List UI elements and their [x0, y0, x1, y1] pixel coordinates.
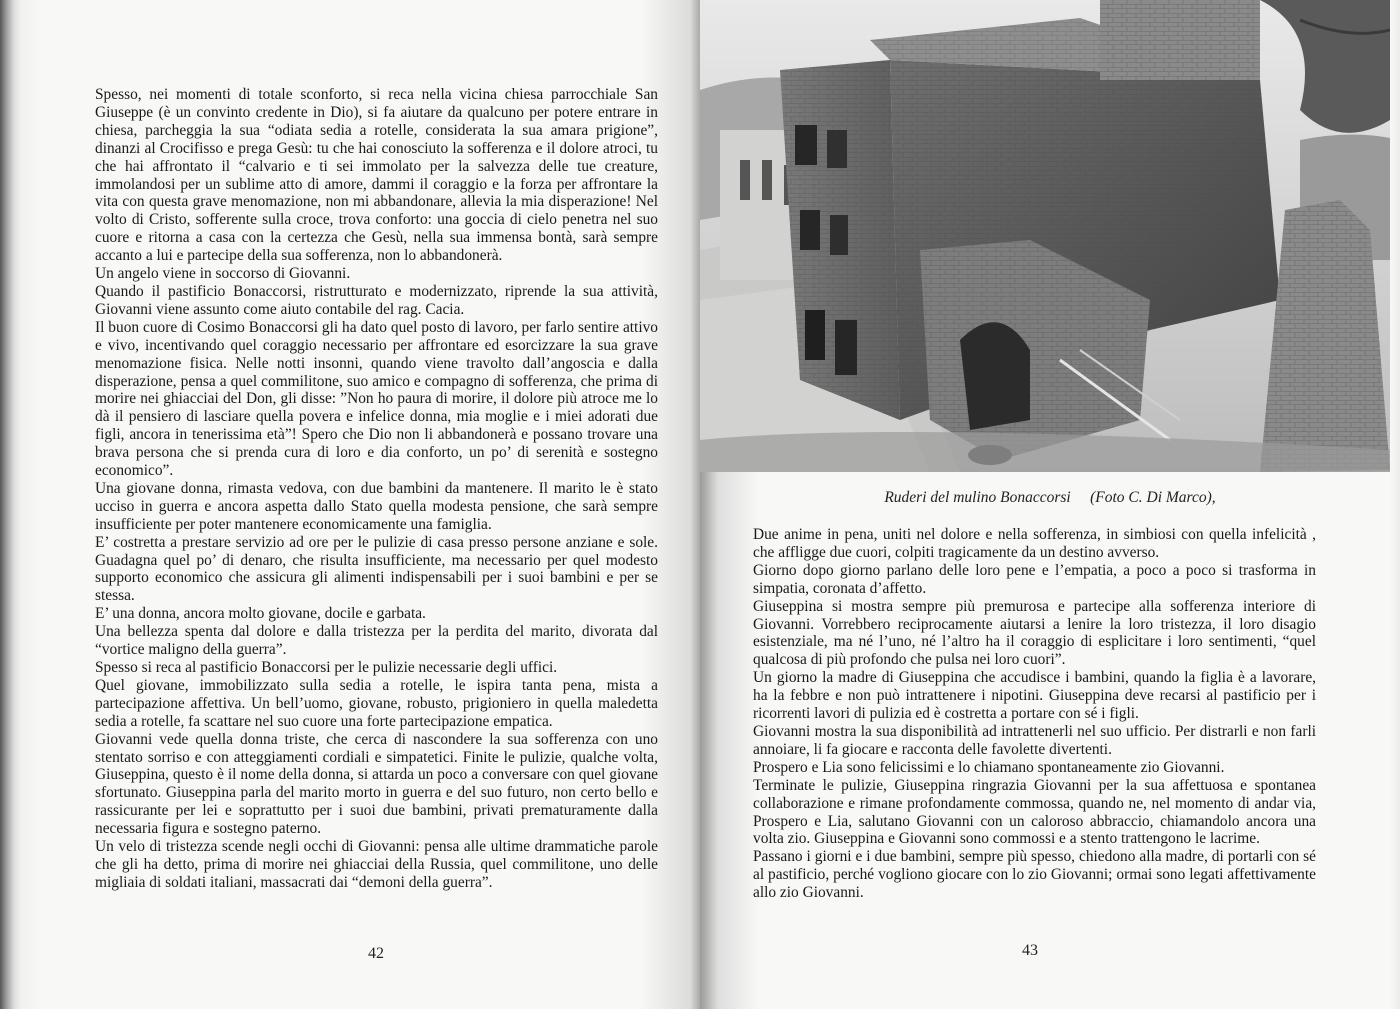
- paragraph: E’ una donna, ancora molto giovane, docile e garbata.: [95, 605, 426, 623]
- paragraph: Un angelo viene in soccorso di Giovanni.: [95, 265, 351, 283]
- paragraph: Un giorno la madre di Giuseppina che accudisce i bambini, quando la figlia è a lavorare, ha la febbre e non può intrattenere i nipotini. Giuseppina deve recarsi al pastificio per i ricorrenti lavori di pulizia ed è costretta a portare con sé i figli.: [753, 669, 1316, 723]
- mill-ruins-photo: [700, 0, 1390, 472]
- paragraph: Il buon cuore di Cosimo Bonaccorsi gli ha dato quel posto di lavoro, per farlo sentire attivo e vivo, incentivando quel coraggio necessario per affrontare ed esorcizzare la sua grave menomazione fisica. Nelle notti insonni, quando viene travolto dall’angoscia e dalla disperazione, pensa a quel commilitone, suo amico e compagno di sofferenza, che prima di morire nei ghiacciai del Don, gli disse: ”Non ho paura di morire, il dolore più atroce me lo dà il pensiero di lasciare quella povera e infelice donna, mia moglie e i miei adorati due figli, ancora in tenerissima età”! Spero che Dio non li abbandonerà e possano trovare una brava persona che si prenda cura di loro e dia conforto, un po’ di serenità e sostegno economico”.: [95, 318, 658, 480]
- paragraph: Giorno dopo giorno parlano delle loro pene e l’empatia, a poco a poco si trasforma in simpatia, coronata d’affetto.: [753, 561, 1316, 597]
- caption-credit: (Foto C. Di Marco),: [1090, 489, 1216, 506]
- paragraph: Spesso si reca al pastificio Bonaccorsi per le pulizie necessarie degli uffici.: [95, 659, 558, 676]
- right-page-text: [753, 526, 1316, 902]
- paragraph: Una bellezza spenta dal dolore e dalla tristezza per la perdita del marito, divorata dal “vortice maligno della guerra”.: [95, 623, 658, 659]
- page-number-right: 43: [1022, 942, 1038, 959]
- paragraph: Quando il pastificio Bonaccorsi, ristrutturato e modernizzato, riprende la sua attività, Giovanni viene assunto come aiuto contabile del rag. Cacia.: [95, 282, 658, 318]
- paragraph: Terminate le pulizie, Giuseppina ringrazia Giovanni per la sua affettuosa e spontanea collaborazione e rimane profondamente commossa, quando ne, nel momento di andar via, Prospero e Lia, salutano Giovanni con un caloroso abbraccio, chiamandolo ancora una volta zio. Giuseppina e Giovanni sono commossi e a stento trattengono le lacrime.: [753, 776, 1316, 848]
- paragraph: Passano i giorni e i due bambini, sempre più spesso, chiedono alla madre, di portarli con sé al pastificio, perché vogliono giocare con lo zio Giovanni; ormai sono legati affettivamente allo zio Giovanni.: [753, 848, 1316, 902]
- left-page-text: [95, 86, 658, 892]
- page-number-left: 42: [368, 945, 384, 962]
- photo-caption: [700, 489, 1400, 507]
- paragraph: Prospero e Lia sono felicissimi e lo chiamano spontaneamente zio Giovanni.: [753, 758, 1225, 776]
- paragraph: Giuseppina si mostra sempre più premurosa e partecipe alla sofferenza interiore di Giovanni. Vorrebbero reciprocamente aiutarsi a lenire la loro tristezza, il loro disagio esistenziale, ma né l’uno, né l’altro ha il coraggio di esplicitare i loro sentimenti, “quel qualcosa di più profondo che pulsa nei loro cuori”.: [753, 597, 1316, 669]
- paragraph: Quel giovane, immobilizzato sulla sedia a rotelle, le ispira tanta pena, mista a partecipazione affettiva. Un bell’uomo, giovane, robusto, prigioniero in quella maledetta sedia a rotelle, fa scattare nel suo cuore una forte partecipazione empatica.: [95, 676, 658, 730]
- photo-illustration: [700, 0, 1390, 472]
- paragraph: Spesso, nei momenti di totale sconforto, si reca nella vicina chiesa parrocchiale San Giuseppe (è un convinto credente in Dio), si fa aiutare da qualcuno per potere entrare in chiesa, parcheggia la sua “odiata sedia a rotelle, considerata la sua amara prigione”, dinanzi al Crocifisso e prega Gesù: tu che hai conosciuto la sofferenza e il dolore atroci, tu che hai affrontato il “calvario e ti sei immolato per la salvezza delle tue creature, immolandosi per un sublime atto di amore, dammi il coraggio e la forza per affrontare la vita con questa grave menomazione, non mi abbandonare, allevia la mia disperazione! Nel volto di Cristo, sofferente sulla croce, trova conforto: una goccia di cielo penetra nel suo cuore e ritorna a casa con la certezza che Gesù, nella sua immensa bontà, sarà sempre accanto a lui e partecipe della sua sofferenza, non lo abbandonerà.: [95, 86, 658, 265]
- paragraph: Una giovane donna, rimasta vedova, con due bambini da mantenere. Il marito le è stato ucciso in guerra e ancora aspetta dallo Stato quella modesta pensione, che sarà sempre insufficiente per poter mantenere economicamente una famiglia.: [95, 479, 658, 533]
- book-edge: [0, 0, 20, 1009]
- paragraph: Giovanni mostra la sua disponibilità ad intrattenerli nel suo ufficio. Per distrarli e non farli annoiare, li fa giocare e racconta delle favolette divertenti.: [753, 722, 1316, 758]
- caption-title: Ruderi del mulino Bonaccorsi: [884, 489, 1071, 506]
- paragraph: Due anime in pena, uniti nel dolore e nella sofferenza, in simbiosi con quella infelicità , che affligge due cuori, colpiti tragicamente da un destino avverso.: [753, 526, 1316, 561]
- paragraph: E’ costretta a prestare servizio ad ore per le pulizie di casa presso persone anziane e sole. Guadagna quel po’ di denaro, che risulta insufficiente, ma necessario per quel modesto supporto economico che assicura gli alimenti indispensabili per i suoi bambini e per se stessa.: [95, 533, 658, 605]
- paragraph: Un velo di tristezza scende negli occhi di Giovanni: pensa alle ultime drammatiche parole che gli ha detto, prima di morire nei ghiacciai della Russia, quel commilitone, uno delle migliaia di soldati italiani, massacrati dai “demoni della guerra”.: [95, 838, 658, 891]
- paragraph: Giovanni vede quella donna triste, che cerca di nascondere la sua sofferenza con uno stentato sorriso e con atteggiamenti cordiali e simpatetici. Finite le pulizie, qualche volta, Giuseppina, questo è il nome della donna, si attarda un poco a conversare con quel giovane sfortunato. Giuseppina parla del marito morto in guerra e del suo futuro, non certo bello e rassicurante per lei e soprattutto per i suoi due bambini, privati prematuramente dalla necessaria figura e sostegno paterno.: [95, 730, 658, 838]
